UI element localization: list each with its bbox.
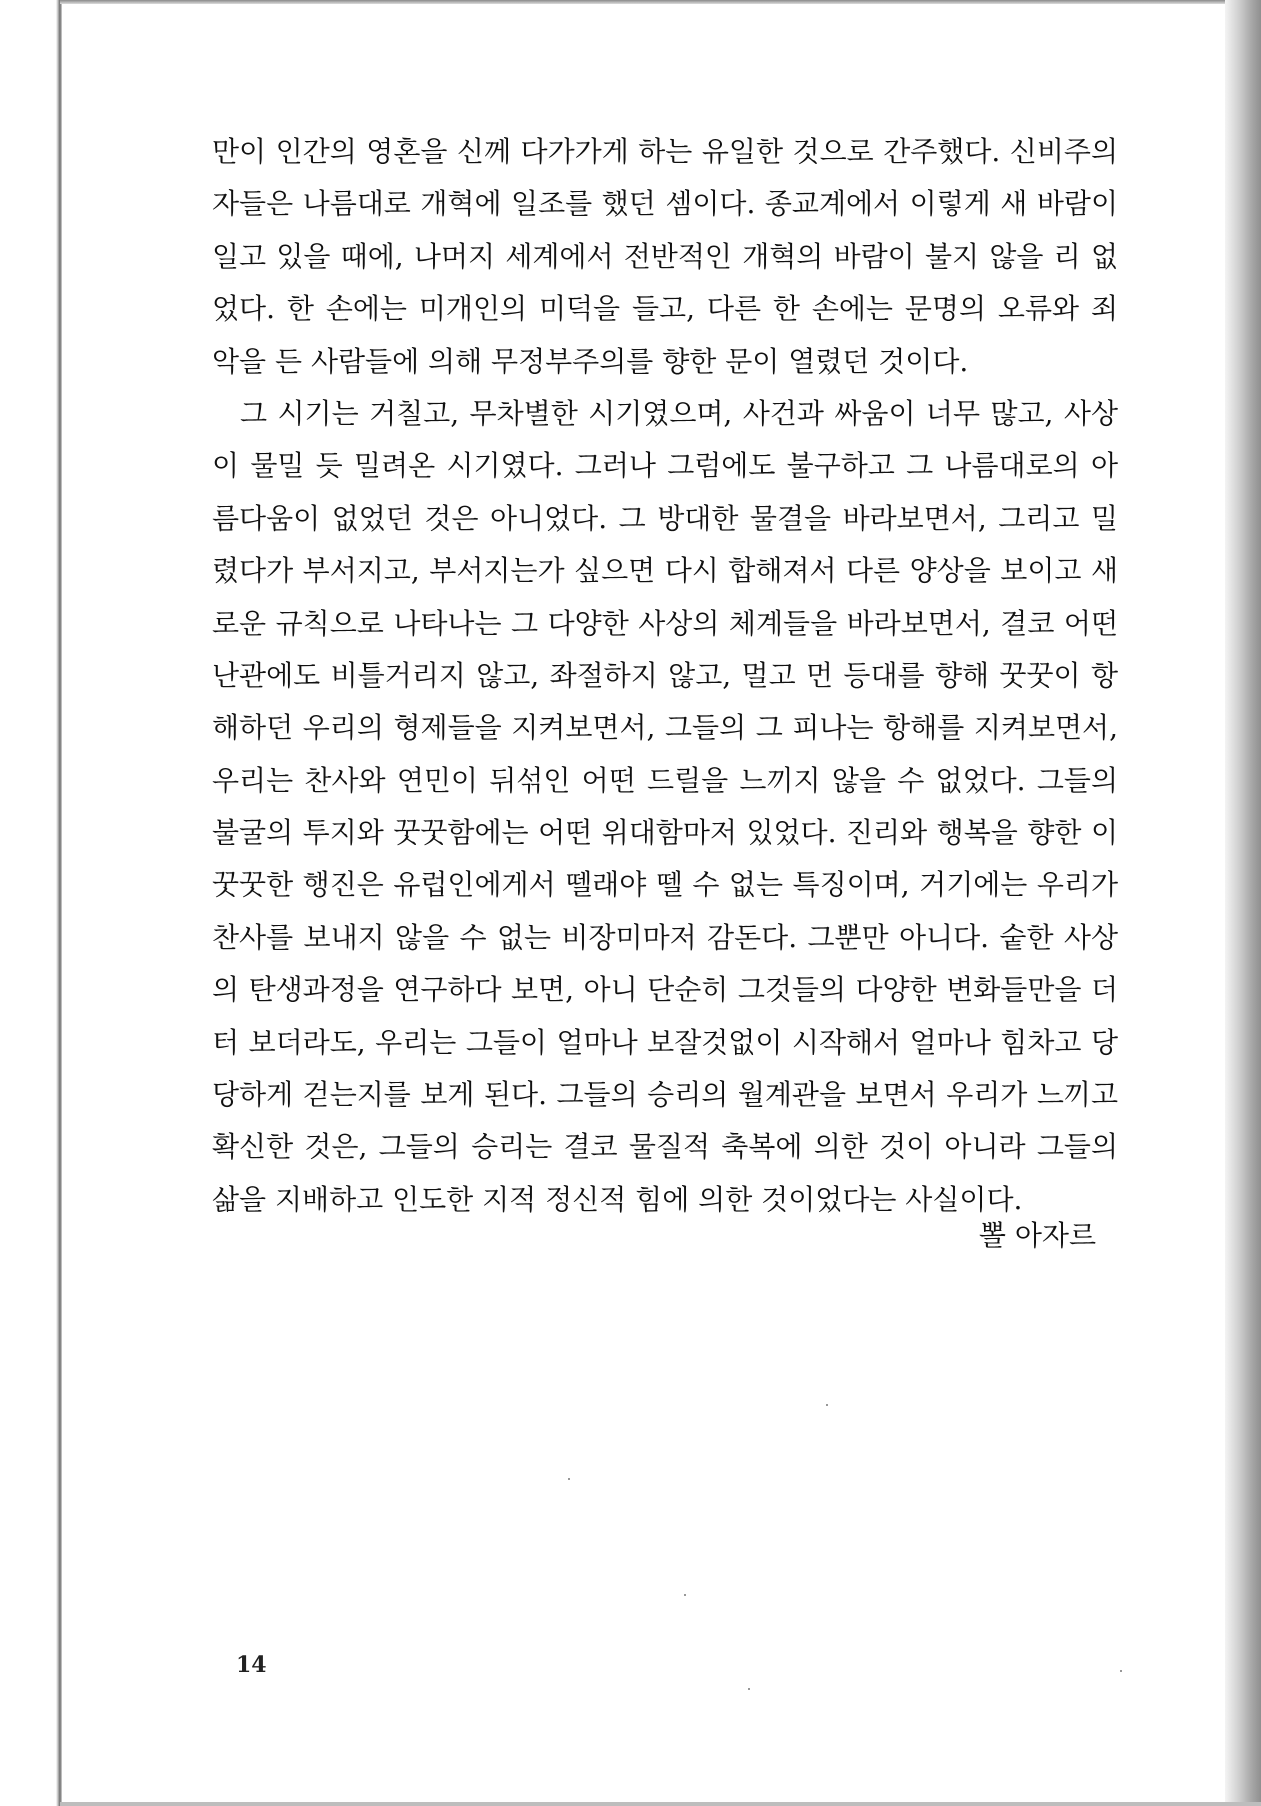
page-top-edge [60, 0, 1261, 4]
text-line: 름다움이 없었던 것은 아니었다. 그 방대한 물결을 바라보면서, 그리고 밀 [212, 501, 1118, 535]
page-right-edge [1225, 0, 1261, 1806]
text-line: 악을 든 사람들에 의해 무정부주의를 향한 문이 열렸던 것이다. [212, 344, 969, 378]
text-line: 당하게 걷는지를 보게 된다. 그들의 승리의 월계관을 보면서 우리가 느끼고 [212, 1078, 1118, 1112]
text-line: 터 보더라도, 우리는 그들이 얼마나 보잘것없이 시작해서 얼마나 힘차고 당 [212, 1025, 1118, 1059]
scan-speck [748, 1688, 750, 1690]
scan-speck [1120, 1670, 1122, 1672]
text-line: 로운 규칙으로 나타나는 그 다양한 사상의 체계들을 바라보면서, 결코 어떤 [212, 606, 1118, 640]
page-bottom-edge [60, 1802, 1261, 1806]
body-text [212, 126, 1118, 1226]
text-line: 우리는 찬사와 연민이 뒤섞인 어떤 드릴을 느끼지 않을 수 없었다. 그들의 [212, 763, 1118, 797]
page-number: 14 [236, 1652, 267, 1678]
scan-speck [684, 1594, 686, 1596]
text-line: 해하던 우리의 형제들을 지켜보면서, 그들의 그 피나는 항해를 지켜보면서, [212, 711, 1118, 745]
page-left-edge [0, 0, 62, 1806]
text-line: 삶을 지배하고 인도한 지적 정신적 힘에 의한 것이었다는 사실이다. [212, 1182, 1023, 1216]
scan-speck [568, 1478, 570, 1480]
paragraph-first-line: 그 시기는 거칠고, 무차별한 시기였으며, 사건과 싸움이 너무 많고, 사상 [240, 396, 1118, 430]
text-line: 만이 인간의 영혼을 신께 다가가게 하는 유일한 것으로 간주했다. 신비주의 [212, 135, 1118, 168]
text-line: 확신한 것은, 그들의 승리는 결코 물질적 축복에 의한 것이 아니라 그들의 [212, 1130, 1118, 1164]
text-line: 었다. 한 손에는 미개인의 미덕을 들고, 다른 한 손에는 문명의 오류와 죄 [212, 292, 1118, 326]
text-line: 일고 있을 때에, 나머지 세계에서 전반적인 개혁의 바람이 불지 않을 리 없 [212, 239, 1118, 273]
text-line: 찬사를 보내지 않을 수 없는 비장미마저 감돈다. 그뿐만 아니다. 숱한 사상 [212, 920, 1118, 954]
text-line: 꿋꿋한 행진은 유럽인에게서 뗄래야 뗄 수 없는 특징이며, 거기에는 우리가 [212, 868, 1118, 902]
text-line: 난관에도 비틀거리지 않고, 좌절하지 않고, 멀고 먼 등대를 향해 꿋꿋이 항 [212, 658, 1118, 692]
text-line: 렸다가 부서지고, 부서지는가 싶으면 다시 합해져서 다른 양상을 보이고 새 [212, 554, 1118, 588]
text-line: 불굴의 투지와 꿋꿋함에는 어떤 위대함마저 있었다. 진리와 행복을 향한 이 [212, 816, 1118, 850]
author-signature: 뽈 아자르 [978, 1219, 1096, 1252]
text-line: 자들은 나름대로 개혁에 일조를 했던 셈이다. 종교계에서 이렇게 새 바람이 [212, 187, 1118, 221]
scan-speck [826, 1404, 828, 1406]
text-line: 이 물밀 듯 밀려온 시기였다. 그러나 그럼에도 불구하고 그 나름대로의 아 [212, 449, 1118, 483]
text-line: 의 탄생과정을 연구하다 보면, 아니 단순히 그것들의 다양한 변화들만을 더 [212, 973, 1118, 1007]
